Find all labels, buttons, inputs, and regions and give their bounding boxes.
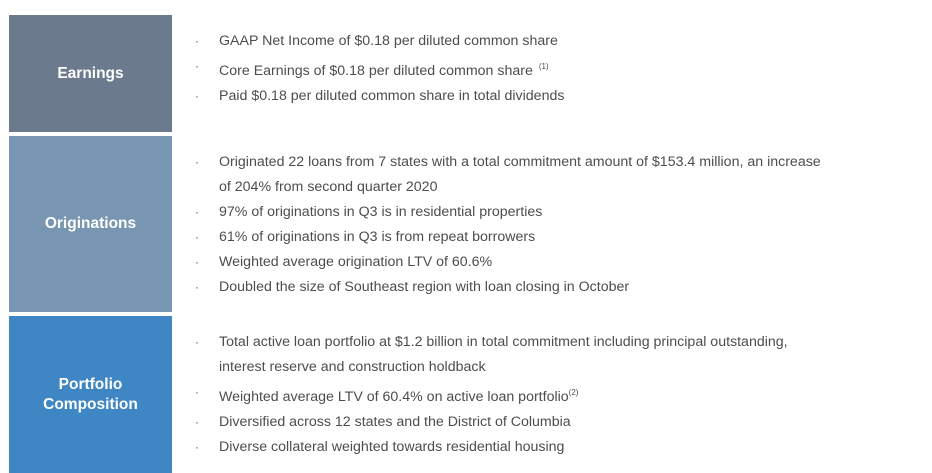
list-item-continuation: interest reserve and construction holdback <box>219 359 486 375</box>
list-item: · Paid $0.18 per diluted common share in total dividends <box>190 84 910 109</box>
bullet-icon: · <box>195 335 199 349</box>
bullet-icon: · <box>195 155 199 169</box>
section-label: Earnings <box>57 64 124 82</box>
earnings-bullet-list <box>190 29 910 109</box>
bullet-icon: · <box>195 385 199 399</box>
section-label: Portfolio Composition <box>43 375 138 413</box>
section-label: Originations <box>44 215 137 232</box>
section-earnings <box>0 0 932 133</box>
list-item: · 97% of originations in Q3 is in residential properties <box>190 200 910 225</box>
section-originations <box>0 136 932 313</box>
originations-bullet-list <box>190 150 910 300</box>
bullet-icon: · <box>195 34 199 48</box>
bullet-icon: · <box>195 230 199 244</box>
portfolio-label-box <box>9 316 172 473</box>
bullet-icon: · <box>195 255 199 269</box>
originations-label-box <box>9 136 172 312</box>
list-item: · GAAP Net Income of $0.18 per diluted common share <box>190 29 910 54</box>
bullet-icon: · <box>195 440 199 454</box>
list-item: · 61% of originations in Q3 is from repeat borrowers <box>190 225 910 250</box>
list-item: · Total active loan portfolio at $1.2 billion in total commitment including principal outstanding, <box>190 330 910 355</box>
footnote-ref: (1) <box>538 62 549 71</box>
portfolio-bullet-list <box>190 330 910 460</box>
list-item: · Doubled the size of Southeast region with loan closing in October <box>190 275 910 300</box>
footnote-ref: (2) <box>568 388 579 397</box>
bullet-icon: · <box>195 280 199 294</box>
section-portfolio-composition <box>0 316 932 473</box>
bullet-icon: · <box>195 205 199 219</box>
list-item: · Weighted average LTV of 60.4% on active loan portfolio$^{(2)}$ <box>190 380 910 410</box>
bullet-icon: · <box>195 59 199 73</box>
list-item: · Diverse collateral weighted towards residential housing <box>190 435 910 460</box>
list-item-continuation: of 204% from second quarter 2020 <box>219 179 438 195</box>
bullet-icon: · <box>195 415 199 429</box>
list-item: · Diversified across 12 states and the District of Columbia <box>190 410 910 435</box>
bullet-icon: · <box>195 89 199 103</box>
earnings-label-box <box>9 15 172 132</box>
list-item: · Core Earnings of $0.18 per diluted common share $^{(1)}$ <box>190 54 910 84</box>
list-item: · Originated 22 loans from 7 states with a total commitment amount of $153.4 million, an increase <box>190 150 910 175</box>
list-item: · Weighted average origination LTV of 60.6% <box>190 250 910 275</box>
